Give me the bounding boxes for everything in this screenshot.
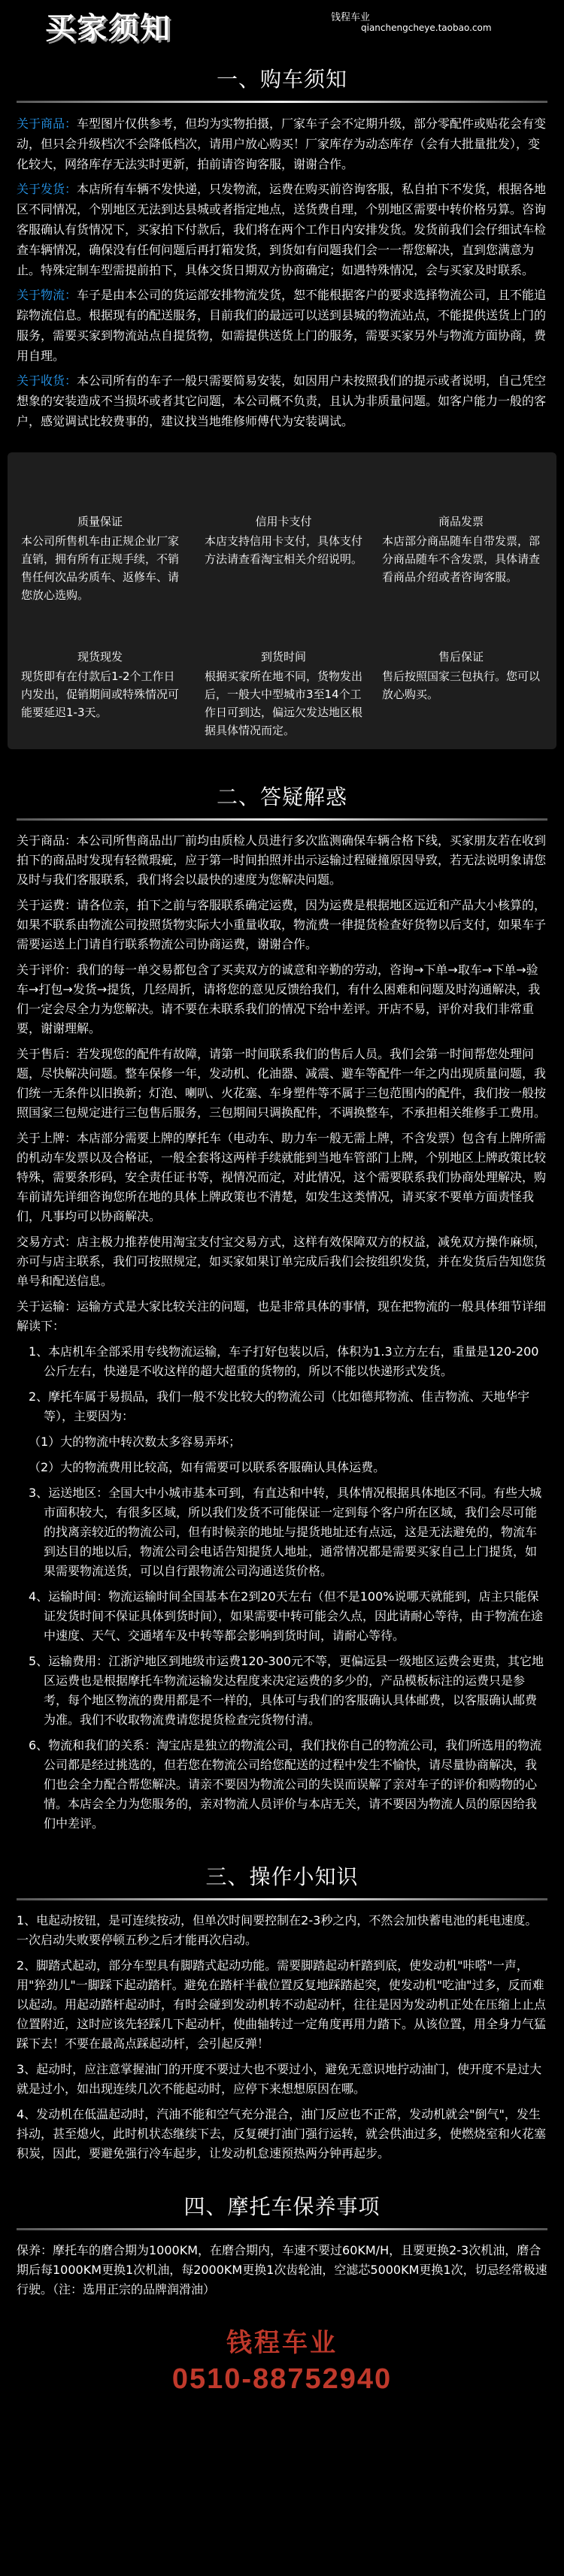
divider [17, 2228, 547, 2230]
shipping-item: 6、物流和我们的关系：淘宝店是独立的物流公司，我们找你自己的物流公司，我们所选用的物流公司都是经过挑选的，但若您在物流公司给您配送的过程中发生不愉快，请尽量协商解决，我们也会全力配合帮您解决。请亲不要因为物流公司的失误而误解了亲对车子的评价和购物的心情。本店会全力为您服务的，亲对物流人员评价与本店无关，请不要因为物流人员的原因给我们中差评。 [29, 1738, 542, 1831]
label: 关于评价： [17, 963, 77, 977]
text: 店主极力推荐使用淘宝支付宝交易方式，这样有效保障双方的权益，减免双方操作麻烦，亦可与店主联系，我们可按照规定，如买家如果订单完成后我们会按组织发货，并在发货后告知您货单号和配送信息。 [17, 1235, 547, 1288]
feature-text: 本公司所售机车由正规企业厂家直销，拥有所有正规手续，不销售任何次品劣质车、返修车、请您放心选购。 [21, 534, 180, 602]
page-title: 买家须知 [45, 11, 171, 46]
tip-item: 1、电起动按钮，是可连续按动，但单次时间要控制在2-3秒之内，不然会加快蓄电池的耗电速度。一次启动失败要停顿五秒之后才能再次启动。 [17, 1913, 538, 1947]
shipping-item: 4、运输时间：物流运输时间全国基本在2到20天左右（但不是100%说哪天就能到，店主只能保证发货时间不保证具体到货时间），如果需要中转可能会久点，因此请耐心等待，由于物流在途中速度、天气、交通堵车及中转等都会影响到货时间，请耐心等待。 [29, 1589, 544, 1643]
notice-goods [17, 113, 547, 174]
maintenance-text: 保养：摩托车的磨合期为1000KM，在磨合期内，车速不要过60KM/H，且要更换2-3次机油，磨合期后每1000KM更换1次机油，每2000KM更换1次齿轮油，空滤芯5000KM更换1次，切忌经常极速行驶。（注：选用正宗的品牌润滑油） [17, 2243, 547, 2296]
shipping-item: （2）大的物流费用比较高，如有需要可以联系客服确认具体运费。 [29, 1460, 386, 1474]
text: 我们的每一单交易都包含了买卖双方的诚意和辛勤的劳动，咨询→下单→取车→下单→验车→打包→发货→提货，几经周折，请将您的意见反馈给我们，有什么困难和问题及时沟通解决，我们一定会尽全力为您解决。请不要在未联系我们的情况下给中差评。开店不易，评价对我们非常重要，谢谢理解。 [17, 963, 541, 1036]
text: 请各位亲，拍下之前与客服联系确定运费，因为运费是根据地区远近和产品大小核算的，如果不联系由物流公司按照货物实际大小重量收取，物流费一律提货检查好货物以后支付，如果车子需要运送上门请自行联系物流公司协商运费，谢谢合作。 [17, 898, 547, 951]
shipping-item: 3、运送地区：全国大中小城市基本可到，有直达和中转，具体情况根据具体地区不同。有些大城市面积较大，有很多区域，所以我们发货不可能保证一定到每个客户所在区域，我们会尽可能的找离亲较近的物流公司，但有时候亲的地址与提货地址还有点远，这是无法避免的，物流车到达目的地以后，物流公司会电话告知提货人地址，通常情况都是需要买家自己上门提货，如果需要物流送货，可以自行跟物流公司沟通送货价格。 [29, 1486, 542, 1578]
label: 关于运费： [17, 898, 77, 912]
footer-brand: 钱程车业 [226, 2328, 338, 2358]
qa-review [17, 960, 547, 1039]
qa-payment [17, 1232, 547, 1291]
feature-quality [21, 512, 179, 604]
notice-receipt [17, 370, 547, 431]
feature-invoice [382, 512, 540, 586]
shop-domain: qianchengcheye.taobao.com [361, 23, 492, 33]
text: 车子是由本公司的货运部安排物流发货，恕不能根据客户的要求选择物流公司，且不能追踪物流信息。根据现有的配送服务，目前我们的最远可以送到县城的物流站点，不能提供送货上门的服务，需要买家到物流站点自提货物，如需提供送货上门的服务，需要买家另外与物流方面协商，费用自理。 [17, 288, 547, 363]
feature-text: 本店部分商品随车自带发票，部分商品随车不含发票，具体请查看商品介绍或者咨询客服。 [382, 534, 541, 584]
label: 交易方式： [17, 1235, 77, 1249]
tip-item: 3、起动时，应注意掌握油门的开度不要过大也不要过小，避免无意识地拧动油门，使开度不是过大就是过小，如出现连续几次不能起动时，应停下来想想原因在哪。 [17, 2062, 542, 2096]
divider [17, 1898, 547, 1900]
label: 关于物流： [17, 288, 77, 302]
section-title: 四、摩托车保养事项 [183, 2194, 381, 2219]
text: 本店所有车辆不发快递，只发物流，运费在购买前咨询客服，私自拍下不发货，根据各地区不同情况，个别地区无法到达县城或者指定地点，送货费自理，个别地区需要中转价格另算。咨询客服确认有货情况下，买家拍下付款后，我们将在两个工作日内安排发货。发货前我们会仔细试车检查车辆情况，确保没有任何问题后再打箱发货，到货如有问题我们会一一帮您解决，直到您满意为止。特殊定制车型需提前拍下，具体交货日期双方协商确定；如遇特殊情况，会与买家及时联系。 [17, 182, 547, 277]
tips-section [0, 1852, 564, 2163]
header [0, 0, 564, 54]
shipping-item: （1）大的物流中转次数太多容易弄坏； [29, 1435, 241, 1449]
label: 关于商品： [17, 116, 77, 131]
feature-title: 信用卡支付 [255, 515, 312, 528]
text: 运输方式是大家比较关注的问题，也是非常具体的事情，现在把物流的一般具体细节详细解读下： [17, 1299, 547, 1333]
brand-name: 钱程车业 [331, 12, 371, 23]
text: 车型图片仅供参考，但均为实物拍摄，厂家车子会不定期升级，部分零配件或贴花会有变动，但只会升级档次不会降低档次，请用户放心购买！厂家库存为动态库存（会有大批量批发），变化较大，网络库存无法实时更新，拍前请咨询客服，谢谢合作。 [17, 116, 547, 171]
feature-text: 现货即有在付款后1-2个工作日内发出，促销期间或特殊情况可能要延迟1-3天。 [21, 670, 180, 719]
shipping-item: 5、运输费用：江浙沪地区到地级市运费120-300元不等，更偏远县一级地区运费会更贵，其它地区运费也是根据摩托车物流运输发达程度来决定运费的多少的，产品模板标注的运费只是参考，每个地区物流的费用都是不一样的，具体可与我们的客服确认具体邮费，以客服确认邮费为准。我们不收取物流费请您提货检查完货物付清。 [29, 1654, 544, 1727]
label: 关于商品： [17, 833, 77, 848]
label: 关于发货： [17, 182, 77, 196]
qa-after-sales [17, 1045, 547, 1123]
label: 关于上牌： [17, 1131, 77, 1145]
feature-title: 商品发票 [438, 515, 484, 528]
feature-title: 到货时间 [260, 650, 306, 664]
qa-goods [17, 831, 547, 890]
faq-section [0, 772, 564, 1834]
divider [17, 818, 547, 821]
text: 本公司所有的车子一般只需要简易安装，如因用户未按照我们的提示或者说明，自己凭空想象的安装造成不当损坏或者其它问题，本公司概不负责，且认为非质量问题。如客户能力一般的客户，感觉调试比较费事的，建议找当地维修师傅代为安装调试。 [17, 373, 547, 428]
divider [17, 101, 547, 103]
feature-after-sales [382, 648, 540, 703]
label: 关于售后： [17, 1047, 77, 1061]
shipping-item: 2、摩托车属于易损品，我们一般不发比较大的物流公司（比如德邦物流、佳吉物流、天地华宇等），主要因为： [29, 1389, 530, 1423]
feature-title: 质量保证 [77, 515, 123, 528]
feature-in-stock [21, 648, 179, 721]
shipping-item: 1、本店机车全部采用专线物流运输，车子打好包装以后，体积为1.3立方左右，重量是120-200公斤左右，快递是不收这样的超大超重的货物的，所以不能以快递形式发货。 [29, 1344, 539, 1378]
text: 本店部分需要上牌的摩托车（电动车、助力车一般无需上牌，不含发票）包含有上牌所需的机动车发票以及合格证，一般全套将这两样手续就能到当地车管部门上牌，个别地区上牌政策比较特殊，需要条形码，安全责任证书等，视情况而定，对此情况，这个需要联系我们协商处理解决，购车前请先详细咨询您所在地的具体上牌政策也不清楚，如发生这类情况，请买家不要单方面责怪我们，凡事均可以协商解决。 [17, 1131, 547, 1223]
tip-item: 4、发动机在低温起动时，汽油不能和空气充分混合，油门反应也不正常，发动机就会"倒气"，发生抖动，甚至熄火，此时机状态继续下去，反复硬打油门强行运转，就会供油过多，使燃烧室和火花塞积炭，因此，要避免强行冷车起步，让发动机怠速预热两分钟再起步。 [17, 2107, 547, 2160]
notice-shipping [17, 179, 547, 280]
feature-title: 售后保证 [438, 650, 484, 664]
text: 若发现您的配件有故障，请第一时间联系我们的售后人员。我们会第一时间帮您处理问题，尽快解决问题。整车保修一年，发动机、化油器、减震、避车等配件一年之内出现质量问题，我们统一无条件以旧换新；灯泡、喇叭、火花塞、车身塑件等不属于三包范围内的配件，我们按一般按照国家三包规定进行三包售后服务，三包期间只调换配件，不调换整车，不承担相关维修手工费用。 [17, 1047, 547, 1120]
feature-box [8, 452, 556, 749]
feature-text: 本店支持信用卡支付，具体支付方法请查看淘宝相关介绍说明。 [205, 534, 363, 566]
qa-license [17, 1129, 547, 1226]
feature-text: 售后按照国家三包执行。您可以放心购买。 [382, 670, 541, 701]
section-title: 三、操作小知识 [205, 1864, 359, 1889]
text: 本公司所售商品出厂前均由质检人员进行多次监测确保车辆合格下线，买家朋友若在收到拍下的商品时发现有轻微瑕疵，应于第一时间拍照并出示运输过程碰撞原因导致，若无法说明象请您及时与我们客服联系，我们将会以最快的速度为您解决问题。 [17, 833, 547, 887]
qa-transport [17, 1297, 547, 1336]
feature-credit-card [205, 512, 362, 568]
qa-freight [17, 896, 547, 954]
notice-logistics [17, 285, 547, 366]
feature-title: 现货现发 [77, 650, 123, 664]
section-title: 一、购车须知 [216, 67, 347, 92]
tip-item: 2、脚踏式起动，部分车型具有脚踏式起动功能。需要脚踏起动杆踏到底，使发动机"咔嗒"一声，用"猝劲儿"一脚踩下起动踏杆。避免在踏杆半截位置反复地踩踏起突，使发动机"吃油"过多，反而难以起动。用起动踏杆起动时，有时会碰到发动机转不动起动杆，往往是因为发动机正处在压缩上止点位置附近，这时应该先轻踩几下起动杆，使曲轴转过一定角度再用力踏下。从该位置，用全身力气猛踩下去！不要在最高点踩起动杆，会引起反弹！ [17, 1958, 547, 2051]
footer-phone: 0510-88752940 [171, 2363, 393, 2395]
feature-text: 根据买家所在地不同，货物发出后，一般大中型城市3至14个工作日可到达，偏远欠发达地区根据具体情况而定。 [205, 670, 363, 737]
maintenance-section [0, 2181, 564, 2299]
feature-delivery-time [205, 648, 362, 739]
purchase-notice-section [0, 54, 564, 431]
label: 关于收货： [17, 373, 77, 388]
section-title: 二、答疑解惑 [216, 785, 347, 809]
label: 关于运输： [17, 1299, 77, 1314]
